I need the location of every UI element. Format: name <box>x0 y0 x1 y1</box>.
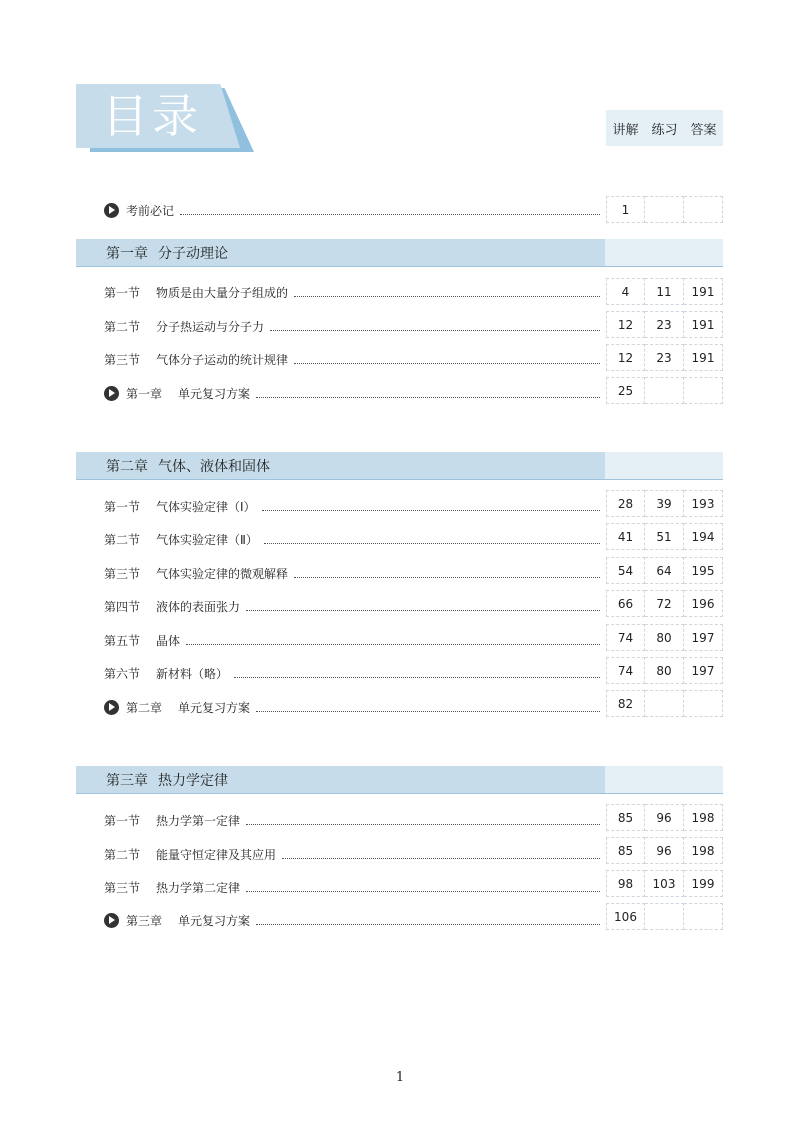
page-answer <box>684 690 723 717</box>
toc-entry[interactable] <box>104 663 604 683</box>
page-explain: 98 <box>606 870 645 897</box>
chapter-title: 分子动理论 <box>158 245 228 262</box>
page-number: 1 <box>395 1070 405 1085</box>
dot-leader <box>270 321 600 331</box>
dot-leader <box>264 534 600 544</box>
section-title: 气体实验定律的微观解释 <box>156 566 289 581</box>
chapter-heading <box>76 766 605 793</box>
play-bullet-icon <box>104 700 119 715</box>
page-boxes <box>606 624 723 651</box>
toc-entry-intro[interactable] <box>104 200 604 220</box>
dot-leader <box>294 287 600 297</box>
section-number: 第二节 <box>104 847 141 862</box>
review-title: 单元复习方案 <box>178 386 251 401</box>
page-answer: 196 <box>684 590 723 617</box>
section-number: 第四节 <box>104 599 141 614</box>
section-title: 热力学第一定律 <box>156 813 241 828</box>
page-answer: 191 <box>684 278 723 305</box>
page-explain: 82 <box>606 690 645 717</box>
column-header-practice: 练习 <box>651 122 678 138</box>
page-practice: 51 <box>645 523 684 550</box>
section-title: 能量守恒定律及其应用 <box>156 847 277 862</box>
page-explain: 1 <box>606 196 645 223</box>
page-practice <box>645 377 684 404</box>
page-answer: 191 <box>684 344 723 371</box>
dot-leader <box>294 568 600 578</box>
column-header-explain: 讲解 <box>612 122 639 138</box>
page-explain: 12 <box>606 344 645 371</box>
section-title: 物质是由大量分子组成的 <box>156 285 289 300</box>
chapter-rule <box>76 793 723 794</box>
chapter-bar-1[interactable] <box>76 239 723 266</box>
toc-entry[interactable] <box>104 529 604 549</box>
chapter-bar-3[interactable] <box>76 766 723 793</box>
page-practice: 96 <box>645 837 684 864</box>
page-boxes <box>606 278 723 305</box>
dot-leader <box>246 601 600 611</box>
page-boxes <box>606 590 723 617</box>
section-title: 分子热运动与分子力 <box>156 319 265 334</box>
play-bullet-icon <box>104 203 119 218</box>
page-boxes <box>606 657 723 684</box>
chapter-bar-2[interactable] <box>76 452 723 479</box>
chapter-number: 第二章 <box>106 458 148 475</box>
page-boxes <box>606 490 723 517</box>
page-practice <box>645 196 684 223</box>
dot-leader <box>256 915 600 925</box>
section-number: 第一节 <box>104 499 141 514</box>
section-number: 第三节 <box>104 352 141 367</box>
toc-entry[interactable] <box>104 349 604 369</box>
section-title: 热力学第二定律 <box>156 880 241 895</box>
page-practice: 11 <box>645 278 684 305</box>
page-explain: 25 <box>606 377 645 404</box>
chapter-title: 气体、液体和固体 <box>158 458 270 475</box>
page-explain: 41 <box>606 523 645 550</box>
toc-entry-review[interactable] <box>104 910 604 930</box>
page-practice: 96 <box>645 804 684 831</box>
section-number: 第三节 <box>104 880 141 895</box>
review-chapter: 第一章 <box>126 386 163 401</box>
page-practice: 80 <box>645 657 684 684</box>
dot-leader <box>246 815 600 825</box>
page-answer <box>684 196 723 223</box>
page-answer: 198 <box>684 837 723 864</box>
page-explain: 85 <box>606 804 645 831</box>
page-practice: 80 <box>645 624 684 651</box>
page-practice <box>645 903 684 930</box>
toc-entry-title: 考前必记 <box>126 203 175 218</box>
column-headers <box>606 110 723 146</box>
section-title: 气体实验定律（Ⅰ） <box>156 499 256 514</box>
page-explain: 12 <box>606 311 645 338</box>
chapter-rule <box>76 479 723 480</box>
page-boxes <box>606 523 723 550</box>
dot-leader <box>234 668 600 678</box>
page-explain: 106 <box>606 903 645 930</box>
review-title: 单元复习方案 <box>178 700 251 715</box>
page-boxes <box>606 690 723 717</box>
toc-entry-review[interactable] <box>104 383 604 403</box>
page-explain: 4 <box>606 278 645 305</box>
section-number: 第六节 <box>104 666 141 681</box>
page-practice: 72 <box>645 590 684 617</box>
page-answer: 194 <box>684 523 723 550</box>
page-answer: 197 <box>684 657 723 684</box>
play-bullet-icon <box>104 386 119 401</box>
toc-entry[interactable] <box>104 496 604 516</box>
page-boxes <box>606 837 723 864</box>
page-practice: 103 <box>645 870 684 897</box>
section-number: 第五节 <box>104 633 141 648</box>
page-explain: 74 <box>606 657 645 684</box>
page-answer: 193 <box>684 490 723 517</box>
page-boxes <box>606 311 723 338</box>
dot-leader <box>246 882 600 892</box>
page-explain: 28 <box>606 490 645 517</box>
page-answer: 199 <box>684 870 723 897</box>
section-title: 气体分子运动的统计规律 <box>156 352 289 367</box>
chapter-title: 热力学定律 <box>158 772 228 789</box>
dot-leader <box>282 849 600 859</box>
section-number: 第一节 <box>104 813 141 828</box>
page-practice: 39 <box>645 490 684 517</box>
section-title: 晶体 <box>156 633 181 648</box>
dot-leader <box>180 205 600 215</box>
page-answer: 195 <box>684 557 723 584</box>
page-answer: 197 <box>684 624 723 651</box>
page-answer <box>684 903 723 930</box>
page-boxes <box>606 196 723 223</box>
section-number: 第二节 <box>104 532 141 547</box>
toc-entry[interactable] <box>104 844 604 864</box>
page-explain: 66 <box>606 590 645 617</box>
page-boxes <box>606 804 723 831</box>
page-practice: 23 <box>645 344 684 371</box>
section-title: 气体实验定律（Ⅱ） <box>156 532 258 547</box>
toc-entry[interactable] <box>104 630 604 650</box>
review-chapter: 第二章 <box>126 700 163 715</box>
page-answer: 191 <box>684 311 723 338</box>
page-practice: 64 <box>645 557 684 584</box>
page-explain: 74 <box>606 624 645 651</box>
play-bullet-icon <box>104 913 119 928</box>
dot-leader <box>256 388 600 398</box>
chapter-number: 第三章 <box>106 772 148 789</box>
toc-entry[interactable] <box>104 282 604 302</box>
toc-entry[interactable] <box>104 316 604 336</box>
chapter-bar-side <box>605 239 723 266</box>
toc-entry-review[interactable] <box>104 697 604 717</box>
chapter-heading <box>76 452 605 479</box>
dot-leader <box>294 354 600 364</box>
toc-entry[interactable] <box>104 877 604 897</box>
page-boxes <box>606 903 723 930</box>
chapter-rule <box>76 266 723 267</box>
page-practice <box>645 690 684 717</box>
page-boxes <box>606 557 723 584</box>
dot-leader <box>262 501 600 511</box>
chapter-heading <box>76 239 605 266</box>
chapter-number: 第一章 <box>106 245 148 262</box>
review-title: 单元复习方案 <box>178 913 251 928</box>
section-title: 新材料（略） <box>156 666 229 681</box>
page-title: 目录 <box>102 89 202 143</box>
section-title: 液体的表面张力 <box>156 599 241 614</box>
chapter-bar-side <box>605 766 723 793</box>
title-banner <box>76 84 256 154</box>
toc-entry[interactable] <box>104 810 604 830</box>
toc-entry[interactable] <box>104 563 604 583</box>
section-number: 第一节 <box>104 285 141 300</box>
review-chapter: 第三章 <box>126 913 163 928</box>
page-explain: 54 <box>606 557 645 584</box>
page-boxes <box>606 344 723 371</box>
page-boxes <box>606 870 723 897</box>
toc-entry[interactable] <box>104 596 604 616</box>
dot-leader <box>186 635 600 645</box>
page-boxes <box>606 377 723 404</box>
dot-leader <box>256 702 600 712</box>
section-number: 第二节 <box>104 319 141 334</box>
page-explain: 85 <box>606 837 645 864</box>
chapter-bar-side <box>605 452 723 479</box>
section-number: 第三节 <box>104 566 141 581</box>
column-header-answer: 答案 <box>690 122 717 138</box>
page-answer: 198 <box>684 804 723 831</box>
page-practice: 23 <box>645 311 684 338</box>
page-answer <box>684 377 723 404</box>
